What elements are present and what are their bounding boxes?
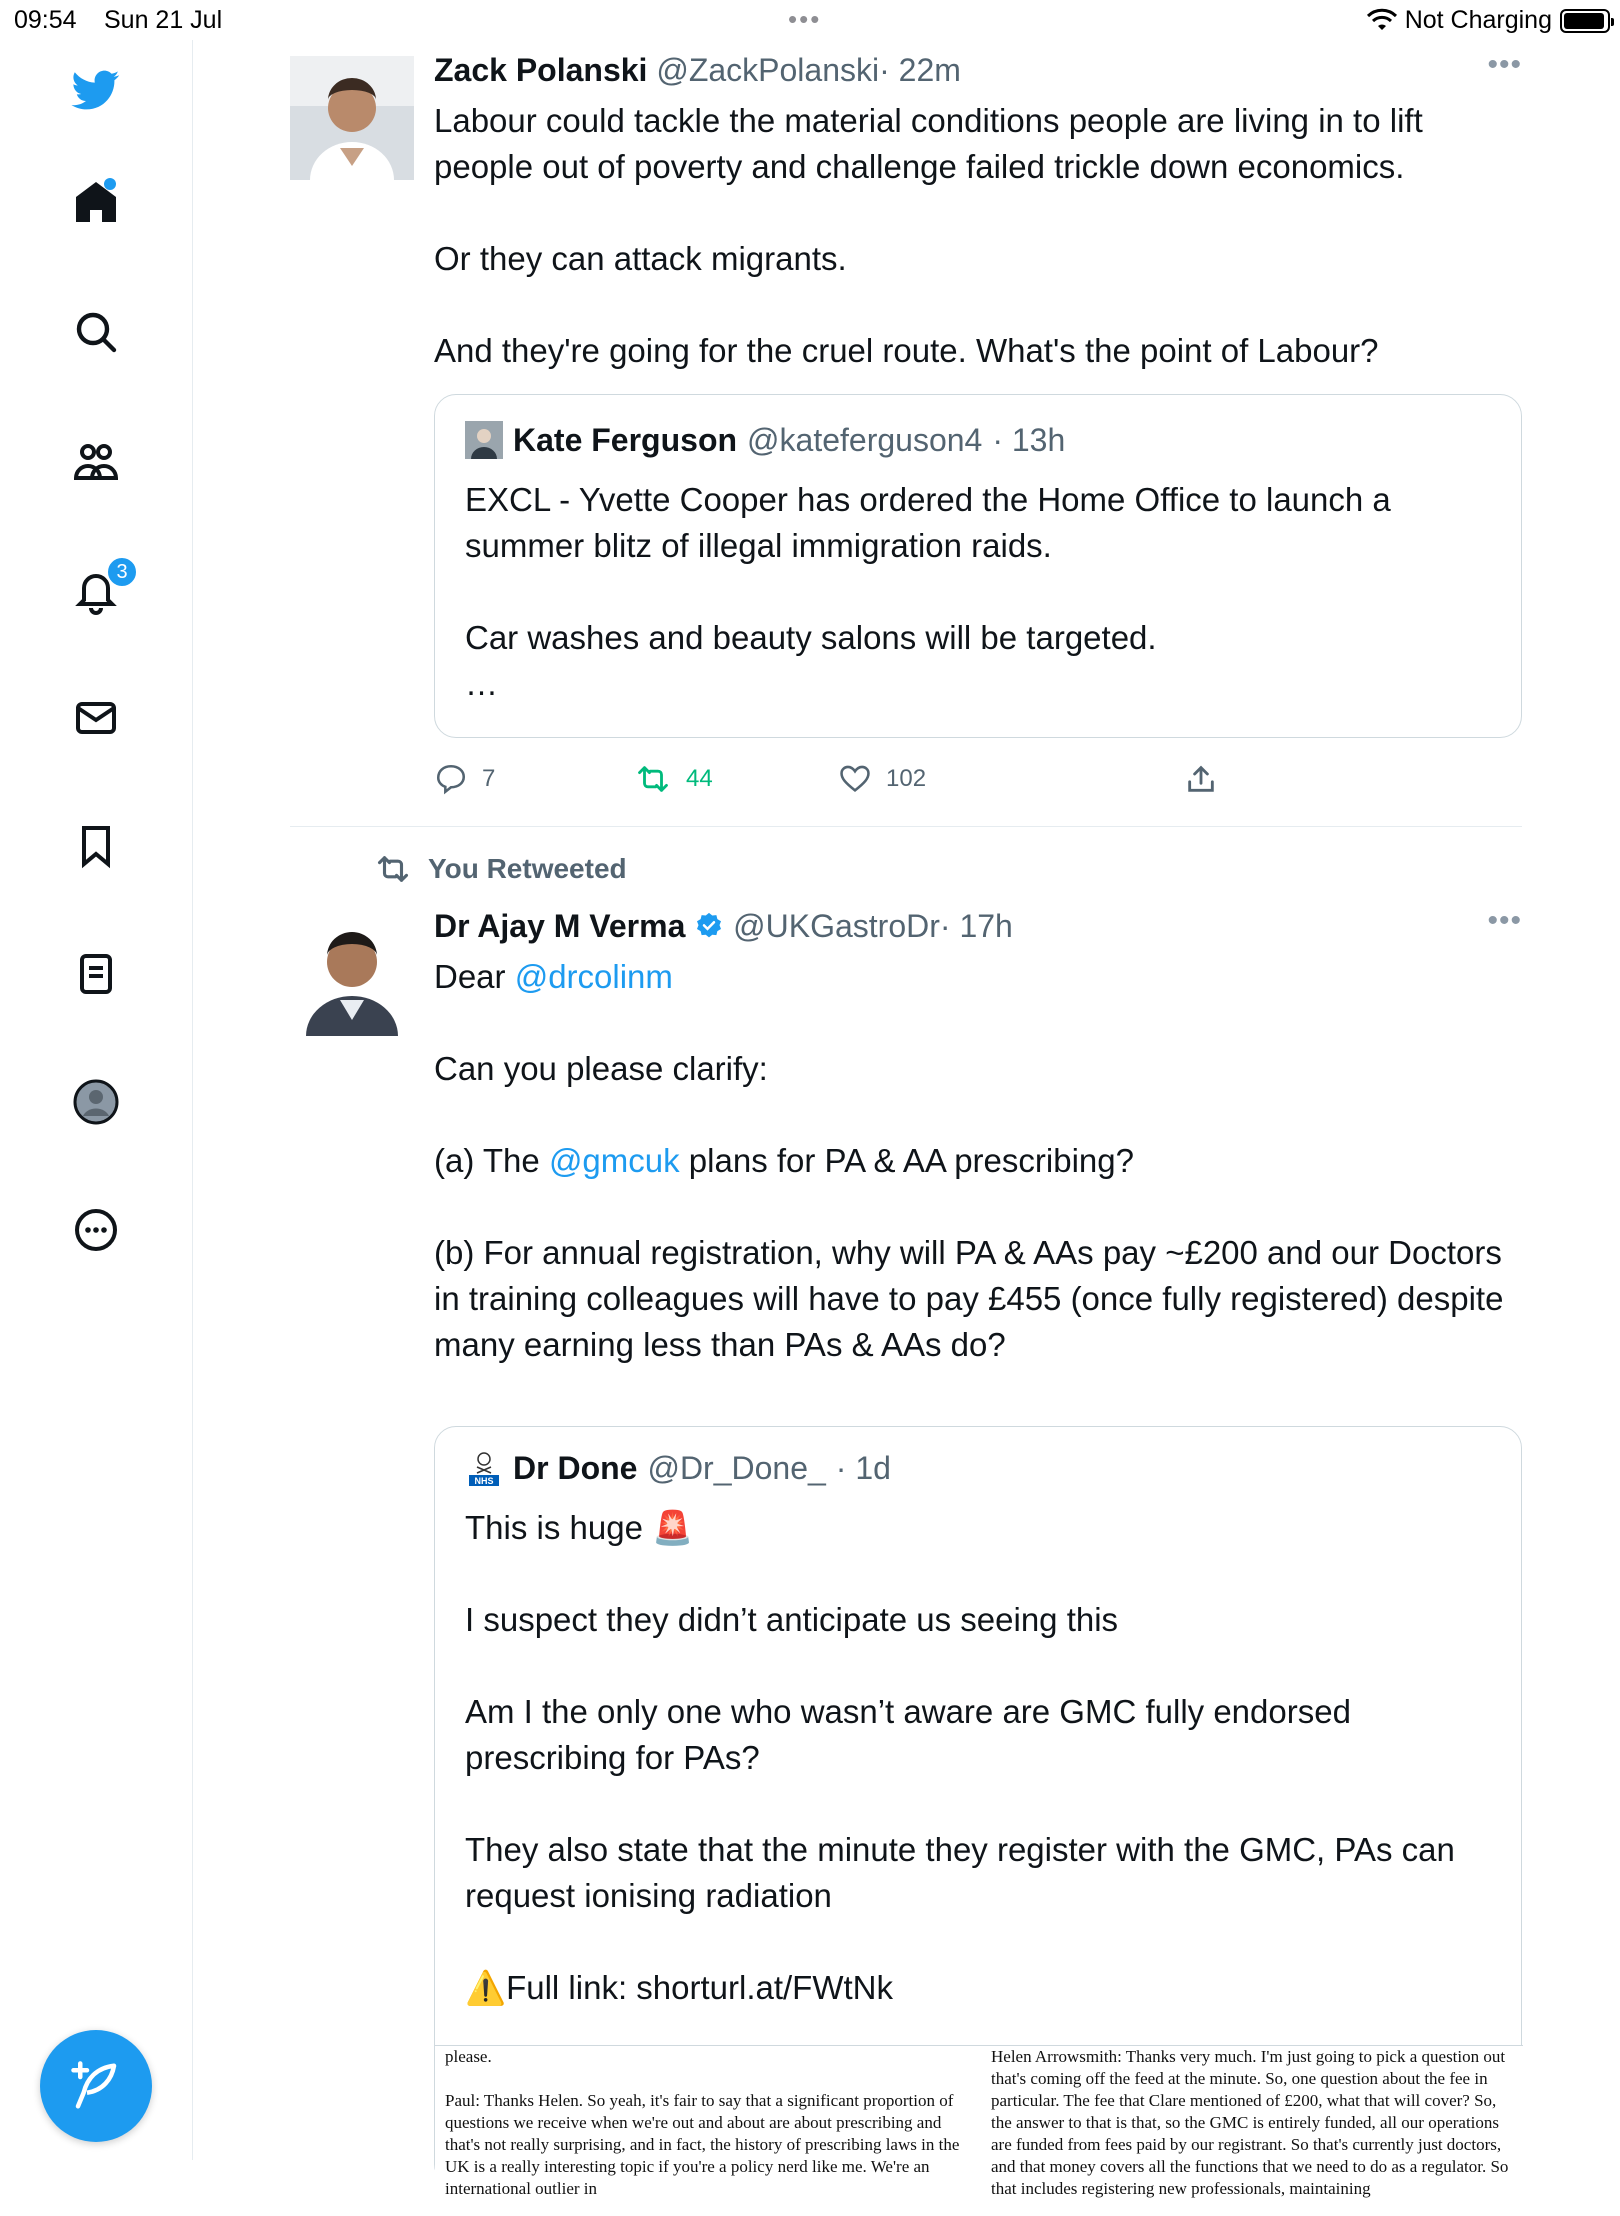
quoted-author-handle: @Dr_Done_ <box>647 1449 826 1486</box>
home-unread-dot <box>104 178 116 190</box>
charging-status: Not Charging <box>1404 6 1552 34</box>
more-options-icon[interactable]: ••• <box>1487 48 1522 81</box>
retweet-icon <box>634 762 672 796</box>
tweet-text <box>434 954 1522 1368</box>
mention-link[interactable]: @drcolinm <box>514 958 673 995</box>
quoted-tweet[interactable] <box>434 394 1522 738</box>
communities-nav[interactable] <box>66 432 126 492</box>
tweet-time[interactable]: · 22m <box>879 52 961 88</box>
profile-nav[interactable] <box>66 1072 126 1132</box>
home-nav[interactable] <box>66 172 126 232</box>
retweet-context <box>374 852 627 886</box>
more-nav[interactable] <box>66 1200 126 1260</box>
status-right <box>1367 6 1610 35</box>
bookmarks-nav[interactable] <box>66 816 126 876</box>
author-handle[interactable]: @ZackPolanski <box>656 52 880 88</box>
verified-badge-icon <box>694 911 724 941</box>
tweet-text: Labour could tackle the material conditions people are living in to lift people out of poverty and challenge failed trickle down economics. Or they can attack migrants. And they're going for the cruel route. What's the point of Labour? <box>434 102 1423 369</box>
twitter-logo[interactable] <box>66 60 126 120</box>
notifications-nav[interactable] <box>66 560 126 620</box>
document-image[interactable] <box>435 2045 1523 2215</box>
author-name[interactable]: Zack Polanski <box>434 52 648 88</box>
status-bar <box>0 0 1620 40</box>
wifi-icon <box>1367 10 1397 32</box>
retweet-label: You Retweeted <box>428 853 627 884</box>
heart-icon <box>838 762 872 796</box>
share-icon <box>1184 762 1218 796</box>
quoted-avatar <box>465 421 503 459</box>
svg-text:NHS: NHS <box>474 1476 494 1486</box>
quoted-link-line[interactable]: Full link: shorturl.at/FWtNk <box>506 1969 893 2006</box>
sidebar <box>0 40 193 2160</box>
more-circle-icon <box>72 1206 120 1254</box>
battery-icon <box>1560 9 1610 33</box>
avatar[interactable] <box>290 912 414 1036</box>
quoted-tweet-text <box>465 1505 1495 2011</box>
document-right-column: Helen Arrowsmith: Thanks very much. I'm just going to pick a question out that's coming off the feed at the minute. So, one question about the fee in particular. The fee that Clare mentioned of £200, what that will cover? So, the answer to that is that, so the GMC is entirely funded, all our operations are funded from fees paid by our registrant. So that's currently just doctors, and that money covers all the functions that we need to do as a regulator. So that includes registering new professionals, maintaining <box>991 2047 1509 2198</box>
quoted-author-name: Kate Ferguson <box>513 421 738 458</box>
avatar[interactable] <box>290 56 414 180</box>
tweet-header <box>434 904 1522 948</box>
text-question: Can you please clarify: <box>434 1050 768 1087</box>
bookmark-icon <box>72 822 120 870</box>
retweet-icon <box>374 852 412 886</box>
text-dear: Dear <box>434 958 515 995</box>
communities-icon <box>72 438 120 486</box>
document-left-column: please. Paul: Thanks Helen. So yeah, it's fair to say that a significant proportion of questions we receive when we're out and about are about prescribing and that's not really surprising, and in fact, the history of prescribing laws in the UK is a really interesting topic if you're a policy nerd like me. We're an international outlier in <box>445 2047 960 2198</box>
lists-nav[interactable] <box>66 944 126 1004</box>
quoted-tweet[interactable] <box>434 1426 1522 2198</box>
author-handle[interactable]: @UKGastroDr <box>733 908 940 944</box>
lists-icon <box>72 950 120 998</box>
mention-link[interactable]: @gmcuk <box>548 1142 680 1179</box>
reply-count: 7 <box>482 765 496 792</box>
quoted-author-name: Dr Done <box>513 1449 638 1486</box>
share-button[interactable] <box>1184 762 1218 796</box>
text-part-a-suffix: plans for PA & AA prescribing? <box>679 1142 1134 1179</box>
reply-icon <box>434 762 468 796</box>
compose-feather-icon <box>69 2059 123 2113</box>
quoted-body: I suspect they didn’t anticipate us seeing this Am I the only one who wasn’t aware are GMC fully endorsed prescribing for PAs? They also state that the minute they register with the GMC, PAs can request ionising radiation <box>465 1601 1455 1914</box>
quoted-author-handle: @kateferguson4 <box>747 421 983 458</box>
explore-nav[interactable] <box>66 302 126 362</box>
tweet[interactable] <box>290 852 1522 2198</box>
quoted-tweet-time: · 13h <box>992 421 1066 458</box>
quoted-tweet-header <box>465 421 1065 459</box>
more-options-icon[interactable]: ••• <box>1487 904 1522 937</box>
tweet[interactable] <box>290 40 1522 830</box>
tweet-actions <box>434 762 1522 812</box>
quoted-tweet-header <box>465 1449 891 1487</box>
tweet-time[interactable]: · 17h <box>939 908 1013 944</box>
document-excerpt <box>435 2046 1523 2216</box>
quoted-line-1: This is huge 🚨 <box>465 1509 694 1546</box>
text-part-a-prefix: (a) The <box>434 1142 549 1179</box>
tweet-header <box>434 48 1522 92</box>
messages-nav[interactable] <box>66 688 126 748</box>
notifications-badge: 3 <box>106 556 138 588</box>
envelope-icon <box>72 694 120 742</box>
profile-avatar-icon <box>72 1078 120 1126</box>
like-count: 102 <box>886 765 927 792</box>
retweet-button[interactable] <box>634 762 713 796</box>
reply-button[interactable] <box>434 762 495 796</box>
compose-tweet-button[interactable] <box>40 2030 152 2142</box>
twitter-bird-icon <box>72 66 120 114</box>
text-part-b: (b) For annual registration, why will PA & AAs pay ~£200 and our Doctors in training colleagues will have to pay £455 (once fully registered) despite many earning less than PAs & AAs do? <box>434 1234 1504 1363</box>
search-icon <box>72 308 120 356</box>
tweet-divider <box>290 826 1522 827</box>
quoted-avatar <box>465 1449 503 1487</box>
retweet-count: 44 <box>686 765 713 792</box>
quoted-tweet-time: · 1d <box>835 1449 891 1486</box>
multitasking-dots-icon[interactable]: ••• <box>788 4 822 34</box>
author-name[interactable]: Dr Ajay M Verma <box>434 908 686 944</box>
quoted-tweet-text: EXCL - Yvette Cooper has ordered the Home Office to launch a summer blitz of illegal immigration raids. Car washes and beauty salons will be targeted. … <box>465 481 1391 702</box>
status-date: Sun 21 Jul <box>104 6 223 34</box>
warning-icon: ⚠️ <box>465 1969 507 2006</box>
like-button[interactable] <box>838 762 926 796</box>
status-time: 09:54 <box>14 6 77 34</box>
